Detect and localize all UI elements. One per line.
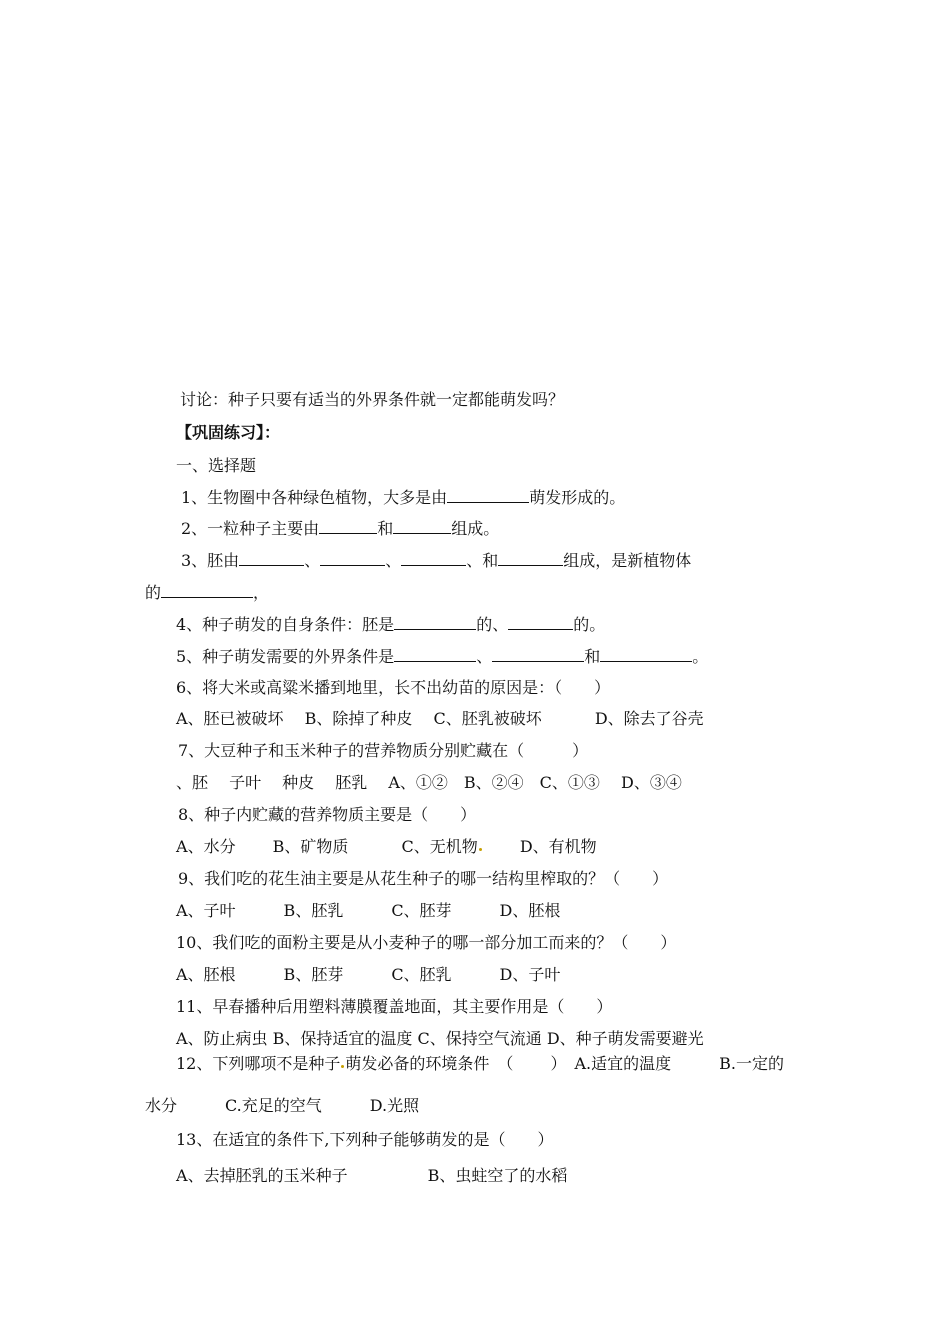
q5-text: 5、种子萌发需要的外界条件是 [176,647,395,666]
q12-text: 12、下列哪项不是种子 [176,1054,341,1073]
answer-blank[interactable] [401,550,466,566]
q8-options-a: 、水分 B、矿物质 C、无机物 [187,837,478,856]
q3-separator: 、 [304,551,321,570]
q2-text: 2、一粒种子主要由 [181,519,320,538]
q3-separator: 、 [385,551,402,570]
question-9: 9、我们吃的花生油主要是从花生种子的哪一结构里榨取的？（ ） [178,869,669,888]
marker-dot [341,1065,344,1068]
question-13-options [176,1166,567,1186]
question-3 [181,550,691,571]
q4-text-end: 的。 [573,615,606,634]
question-11-options: A、防止病虫 B、保持适宜的温度 C、保持空气流通 D、种子萌发需要避光 [176,1029,704,1048]
q3-text-cont: 的 [145,583,162,602]
answer-blank[interactable] [393,518,451,534]
question-3-continued [145,582,269,603]
question-7-options: 、胚 子叶 种皮 胚乳 A、①② B、②④ C、①③ D、③④ [176,773,682,792]
question-13: 13、在适宜的条件下,下列种子能够萌发的是（ ） [176,1130,554,1149]
part-heading: 一、选择题 [176,456,257,475]
question-4 [176,614,605,635]
q2-text-mid: 和 [377,519,394,538]
q4-text-mid: 的、 [476,615,509,634]
q13-option-letter: A [176,1166,188,1185]
q13-options: 、去掉胚乳的玉米种子 B、虫蛀空了的水稻 [187,1166,568,1185]
answer-blank[interactable] [600,646,692,662]
q8-options-b: D、有机物 [482,837,597,856]
q3-text: 3、胚由 [181,551,240,570]
q1-text: 1、生物圈中各种绿色植物，大多是由 [181,488,448,507]
q5-separator: 、 [476,647,493,666]
q5-text-end: 。 [692,647,709,666]
q4-text: 4、种子萌发的自身条件：胚是 [176,615,395,634]
question-8: 8、种子内贮藏的营养物质主要是（ ） [178,805,477,824]
question-10: 10、我们吃的面粉主要是从小麦种子的哪一部分加工而来的？（ ） [176,933,677,952]
q3-text-end: 组成，是新植物体 [563,551,692,570]
answer-blank[interactable] [319,518,377,534]
answer-blank[interactable] [320,550,385,566]
marker-dot [479,848,482,851]
answer-blank[interactable] [394,646,476,662]
q2-text-end: 组成。 [451,519,500,538]
question-6: 6、将大米或高粱米播到地里，长不出幼苗的原因是：（ ） [176,678,611,697]
q5-text-mid: 和 [584,647,601,666]
q8-option-letter: A [176,837,188,856]
question-1 [181,487,625,508]
question-7: 7、大豆种子和玉米种子的营养物质分别贮藏在（ ） [178,741,589,760]
question-6-options: A、胚已被破坏 B、除掉了种皮 C、胚乳被破坏 D、除去了谷壳 [176,709,704,728]
q3-text-comma: ， [253,583,270,602]
question-11: 11、早春播种后用塑料薄膜覆盖地面，其主要作用是（ ） [176,997,613,1016]
q1-text-end: 萌发形成的。 [529,488,626,507]
discussion-question: 讨论：种子只要有适当的外界条件就一定都能萌发吗？ [180,390,565,409]
question-2 [181,518,499,539]
section-title: 【巩固练习】： [176,423,281,442]
question-9-options: A、子叶 B、胚乳 C、胚芽 D、胚根 [176,901,561,920]
answer-blank[interactable] [498,550,563,566]
answer-blank[interactable] [394,614,476,630]
q12-text-cont: 萌发必备的环境条件 （ ） A.适宜的温度 B.一定的 [345,1054,784,1073]
answer-blank[interactable] [161,582,253,598]
answer-blank[interactable] [508,614,573,630]
answer-blank[interactable] [447,487,529,503]
question-12 [176,1054,784,1074]
question-12-continued: 水分 C.充足的空气 D.光照 [145,1096,420,1115]
answer-blank[interactable] [239,550,304,566]
question-8-options [176,837,597,857]
answer-blank[interactable] [492,646,584,662]
q3-separator: 、和 [466,551,499,570]
question-5 [176,646,708,667]
question-10-options: A、胚根 B、胚芽 C、胚乳 D、子叶 [176,965,561,984]
